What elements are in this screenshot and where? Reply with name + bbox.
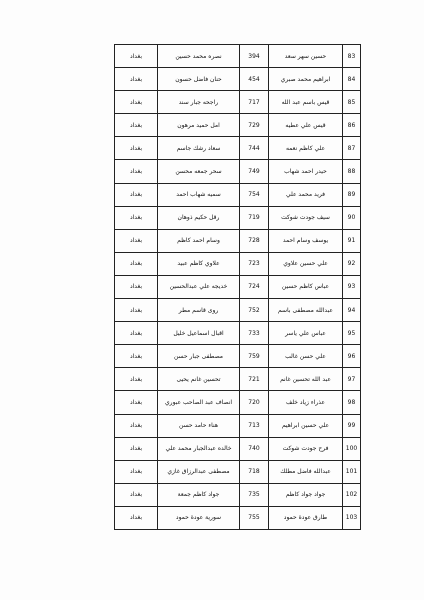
row-number: 87 xyxy=(343,137,361,160)
row-number: 96 xyxy=(343,345,361,368)
table-row xyxy=(115,299,361,322)
table-row xyxy=(115,391,361,414)
name-secondary: روى قاسم مطر xyxy=(158,299,240,322)
table-row xyxy=(115,45,361,68)
table-row xyxy=(115,137,361,160)
score: 718 xyxy=(240,460,269,483)
name-primary: حيدر احمد شهاب xyxy=(269,160,343,183)
table-row xyxy=(115,368,361,391)
name-secondary: سحر جمعه محسن xyxy=(158,160,240,183)
name-secondary: خالده عبدالجبار محمد علي xyxy=(158,437,240,460)
row-number: 95 xyxy=(343,322,361,345)
score: 733 xyxy=(240,322,269,345)
row-number: 101 xyxy=(343,460,361,483)
name-primary: عبدالله فاضل مطلك xyxy=(269,460,343,483)
score: 749 xyxy=(240,160,269,183)
city: بغداد xyxy=(115,460,158,483)
city: بغداد xyxy=(115,506,158,529)
score: 735 xyxy=(240,483,269,506)
score: 740 xyxy=(240,437,269,460)
row-number: 88 xyxy=(343,160,361,183)
score: 720 xyxy=(240,391,269,414)
name-secondary: راجحه جبار سند xyxy=(158,91,240,114)
name-secondary: خديجه علي عبدالحسين xyxy=(158,275,240,298)
score: 729 xyxy=(240,114,269,137)
name-secondary: اقبال اسماعيل خليل xyxy=(158,322,240,345)
name-primary: حسين سهر سعد xyxy=(269,45,343,68)
table-row xyxy=(115,345,361,368)
table-row xyxy=(115,252,361,275)
city: بغداد xyxy=(115,299,158,322)
city: بغداد xyxy=(115,483,158,506)
name-primary: علي حسين ابراهيم xyxy=(269,414,343,437)
name-secondary: سميه شهاب احمد xyxy=(158,183,240,206)
city: بغداد xyxy=(115,414,158,437)
score: 713 xyxy=(240,414,269,437)
row-number: 89 xyxy=(343,183,361,206)
city: بغداد xyxy=(115,183,158,206)
city: بغداد xyxy=(115,114,158,137)
city: بغداد xyxy=(115,368,158,391)
name-primary: فرح جودت شوكت xyxy=(269,437,343,460)
city: بغداد xyxy=(115,391,158,414)
city: بغداد xyxy=(115,252,158,275)
name-primary: يوسف وسام احمد xyxy=(269,229,343,252)
name-secondary: سورية عودة حمود xyxy=(158,506,240,529)
city: بغداد xyxy=(115,206,158,229)
city: بغداد xyxy=(115,160,158,183)
score: 759 xyxy=(240,345,269,368)
score: 728 xyxy=(240,229,269,252)
name-primary: عذراء زياد خلف xyxy=(269,391,343,414)
name-secondary: مصطفى عبدالرزاق غازي xyxy=(158,460,240,483)
name-secondary: حنان فاضل حسون xyxy=(158,68,240,91)
name-primary: طارق عودة حمود xyxy=(269,506,343,529)
table-row xyxy=(115,114,361,137)
row-number: 85 xyxy=(343,91,361,114)
table-row xyxy=(115,229,361,252)
name-secondary: رقل حكيم ذوهان xyxy=(158,206,240,229)
row-number: 92 xyxy=(343,252,361,275)
name-secondary: مصطفى جبار حسن xyxy=(158,345,240,368)
table-row xyxy=(115,91,361,114)
table-row xyxy=(115,183,361,206)
score: 454 xyxy=(240,68,269,91)
name-primary: قيس باسم عبد الله xyxy=(269,91,343,114)
score: 719 xyxy=(240,206,269,229)
row-number: 100 xyxy=(343,437,361,460)
score: 717 xyxy=(240,91,269,114)
name-primary: عبدالله مصطفى باسم xyxy=(269,299,343,322)
score: 724 xyxy=(240,275,269,298)
row-number: 97 xyxy=(343,368,361,391)
table-row xyxy=(115,206,361,229)
name-primary: ابراهيم محمد صبري xyxy=(269,68,343,91)
name-primary: فريد محمد علي xyxy=(269,183,343,206)
row-number: 83 xyxy=(343,45,361,68)
table-row xyxy=(115,160,361,183)
name-primary: عباس علي ياسر xyxy=(269,322,343,345)
city: بغداد xyxy=(115,229,158,252)
city: بغداد xyxy=(115,91,158,114)
name-primary: عبد الله تحسين غانم xyxy=(269,368,343,391)
name-secondary: تحسين غانم يحيى xyxy=(158,368,240,391)
city: بغداد xyxy=(115,437,158,460)
table-row xyxy=(115,460,361,483)
name-secondary: علاوي كاظم عبيد xyxy=(158,252,240,275)
row-number: 102 xyxy=(343,483,361,506)
name-primary: جواد جواد كاظم xyxy=(269,483,343,506)
name-primary: سيف جودت شوكت xyxy=(269,206,343,229)
table-row xyxy=(115,437,361,460)
city: بغداد xyxy=(115,275,158,298)
score: 744 xyxy=(240,137,269,160)
row-number: 86 xyxy=(343,114,361,137)
roster-table xyxy=(114,44,361,530)
row-number: 91 xyxy=(343,229,361,252)
table-row xyxy=(115,483,361,506)
score: 721 xyxy=(240,368,269,391)
table-row xyxy=(115,414,361,437)
city: بغداد xyxy=(115,345,158,368)
name-secondary: انصاف عبد الصاحب عبوري xyxy=(158,391,240,414)
city: بغداد xyxy=(115,322,158,345)
roster-body xyxy=(115,45,361,530)
table-row xyxy=(115,275,361,298)
row-number: 90 xyxy=(343,206,361,229)
city: بغداد xyxy=(115,45,158,68)
table-row xyxy=(115,506,361,529)
score: 752 xyxy=(240,299,269,322)
name-secondary: جواد كاظم جمعة xyxy=(158,483,240,506)
score: 754 xyxy=(240,183,269,206)
row-number: 99 xyxy=(343,414,361,437)
name-secondary: امل حميد مرهون xyxy=(158,114,240,137)
city: بغداد xyxy=(115,137,158,160)
row-number: 98 xyxy=(343,391,361,414)
score: 723 xyxy=(240,252,269,275)
name-primary: قيس علي عطيه xyxy=(269,114,343,137)
name-secondary: نصره محمد حسين xyxy=(158,45,240,68)
row-number: 103 xyxy=(343,506,361,529)
table-row xyxy=(115,322,361,345)
city: بغداد xyxy=(115,68,158,91)
name-secondary: هناء حامد حسن xyxy=(158,414,240,437)
score: 755 xyxy=(240,506,269,529)
row-number: 84 xyxy=(343,68,361,91)
name-secondary: سعاد رشك جاسم xyxy=(158,137,240,160)
name-primary: عباس كاظم حسين xyxy=(269,275,343,298)
name-primary: علي كاظم نعمه xyxy=(269,137,343,160)
table-row xyxy=(115,68,361,91)
name-primary: علي حسن غالب xyxy=(269,345,343,368)
row-number: 93 xyxy=(343,275,361,298)
score: 394 xyxy=(240,45,269,68)
name-secondary: وسام احمد كاظم xyxy=(158,229,240,252)
row-number: 94 xyxy=(343,299,361,322)
name-primary: علي حسين علاوي xyxy=(269,252,343,275)
